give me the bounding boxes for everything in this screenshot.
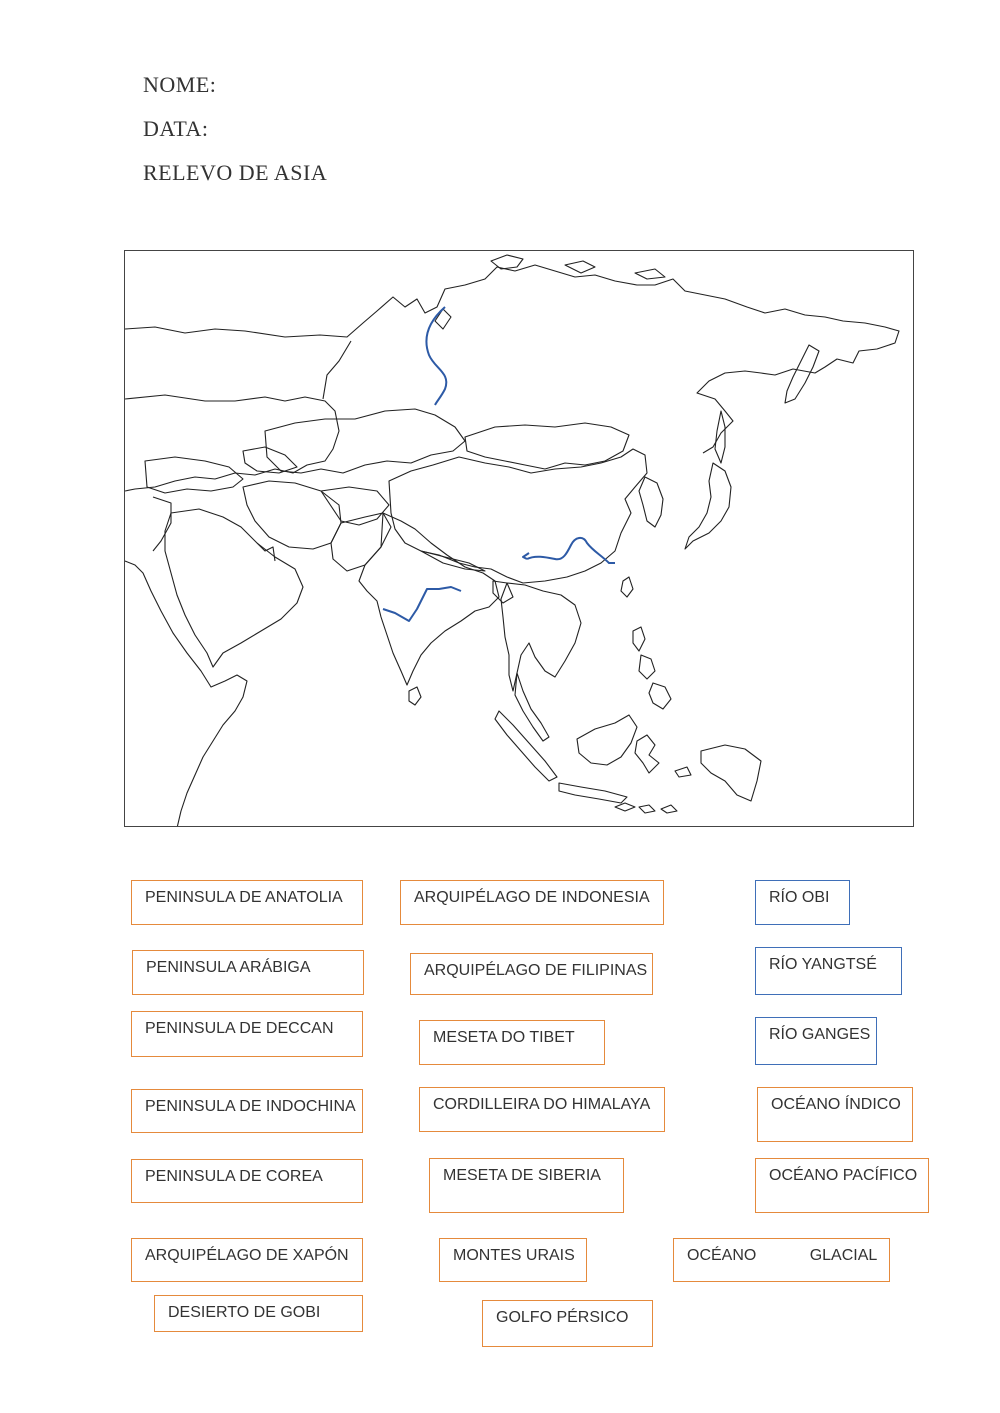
gulf-coastline (257, 543, 275, 561)
label-peninsula-korea[interactable]: PENINSULA DE COREA (131, 1159, 363, 1203)
iran-outline (243, 481, 341, 549)
label-indian-ocean[interactable]: OCÉANO ÍNDICO (757, 1087, 913, 1142)
label-gobi-desert[interactable]: DESIERTO DE GOBI (154, 1295, 363, 1332)
name-field-label: NOME: (143, 72, 217, 97)
india-outline (359, 513, 499, 685)
europe-border (125, 395, 339, 491)
arctic-island (435, 309, 451, 329)
river-yangtze (523, 538, 615, 563)
arabian-peninsula-outline (165, 509, 303, 667)
sri-lanka-outline (409, 687, 421, 705)
malay-peninsula-outline (515, 673, 549, 741)
date-field-label: DATA: (143, 116, 209, 141)
label-river-ganges[interactable]: RÍO GANGES (755, 1017, 877, 1065)
levant-outline (153, 497, 171, 551)
siberia-coastline (125, 265, 899, 453)
label-peninsula-indochina[interactable]: PENINSULA DE INDOCHINA (131, 1089, 363, 1133)
label-river-yangtze[interactable]: RÍO YANGTSÉ (755, 947, 902, 995)
label-tibet-plateau[interactable]: MESETA DO TIBET (419, 1020, 605, 1065)
new-guinea-outline (701, 745, 761, 801)
label-ural-mountains[interactable]: MONTES URAIS (439, 1238, 587, 1282)
sumatra-outline (495, 711, 557, 781)
label-river-obi[interactable]: RÍO OBI (755, 880, 850, 925)
small-island (639, 805, 655, 813)
korea-outline (639, 477, 663, 527)
kamchatka-outline (785, 345, 819, 403)
small-island (661, 805, 677, 813)
arctic-island (565, 261, 595, 273)
asia-outline-map (124, 250, 914, 827)
philippines-outline (633, 627, 645, 651)
kazakhstan-outline (265, 409, 465, 473)
label-pacific-ocean[interactable]: OCÉANO PACÍFICO (755, 1158, 929, 1213)
label-persian-gulf[interactable]: GOLFO PÉRSICO (482, 1300, 653, 1347)
label-siberia-plateau[interactable]: MESETA DE SIBERIA (429, 1158, 624, 1213)
label-himalaya-range[interactable]: CORDILLEIRA DO HIMALAYA (419, 1087, 665, 1132)
japan-outline (685, 463, 731, 549)
sulawesi-outline (635, 735, 659, 773)
river-ganges (383, 587, 461, 621)
java-outline (559, 783, 627, 803)
border-line (323, 341, 351, 399)
arctic-island (491, 255, 523, 269)
label-archipelago-philippines[interactable]: ARQUIPÉLAGO DE FILIPINAS (410, 953, 653, 995)
small-island (675, 767, 691, 777)
label-peninsula-deccan[interactable]: PENINSULA DE DECCAN (131, 1011, 363, 1057)
indochina-outline (501, 583, 581, 691)
borneo-outline (577, 715, 637, 765)
africa-coastline (125, 561, 247, 827)
label-archipelago-indonesia[interactable]: ARQUIPÉLAGO DE INDONESIA (400, 880, 664, 925)
sakhalin-outline (715, 411, 725, 463)
label-japan-archipelago[interactable]: ARQUIPÉLAGO DE XAPÓN (131, 1238, 363, 1282)
label-arctic-ocean[interactable]: OCÉANO GLACIAL (673, 1238, 890, 1282)
label-peninsula-anatolia[interactable]: PENINSULA DE ANATOLIA (131, 880, 363, 925)
philippines-outline (639, 655, 655, 679)
small-island (615, 803, 635, 811)
arctic-island (635, 269, 665, 279)
worksheet-title: RELEVO DE ASIA (143, 160, 328, 185)
label-peninsula-arabia[interactable]: PENINSULA ARÁBIGA (132, 950, 364, 995)
philippines-outline (649, 683, 671, 709)
taiwan-outline (621, 577, 633, 597)
